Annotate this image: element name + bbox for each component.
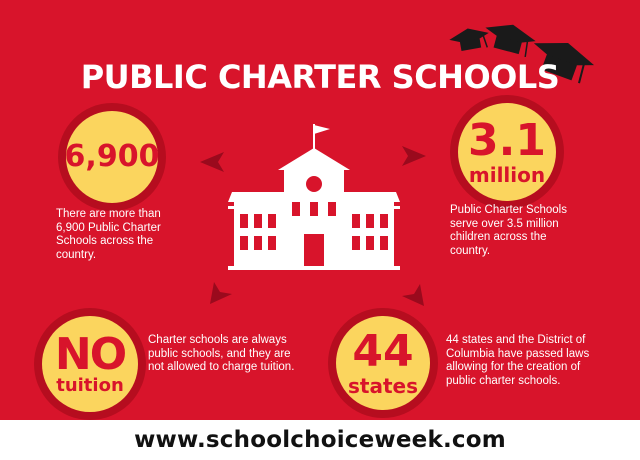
stat-badge-students <box>458 103 556 201</box>
stat-headline: 44 <box>352 326 414 377</box>
arrow-icon <box>198 150 228 174</box>
arrow-icon <box>398 144 428 168</box>
graduation-cap-icon <box>448 25 491 54</box>
stat-description: There are more than 6,900 Public Charter Schools across the country. <box>56 208 161 261</box>
stat-description: Public Charter Schools serve over 3.5 million children across the country. <box>450 204 567 257</box>
stat-badge-states <box>336 316 430 410</box>
footer <box>0 420 640 460</box>
stat-description: 44 states and the District of Columbia have passed laws allowing for the creation of public charter schools. <box>446 334 590 387</box>
stat-headline: 3.1 <box>468 115 546 166</box>
stat-subline: states <box>348 374 418 398</box>
stat-description: Charter schools are always public schools, and they are not allowed to charge tuition. <box>148 334 295 373</box>
school-building-icon <box>228 122 400 272</box>
website-url[interactable]: www.schoolchoiceweek.com <box>134 427 506 453</box>
graduation-cap-icon <box>481 18 538 59</box>
stat-badge-schools <box>66 111 158 203</box>
page-title: PUBLIC CHARTER SCHOOLS <box>80 58 560 96</box>
stat-headline: NO <box>54 329 126 380</box>
arrow-icon <box>398 282 428 308</box>
stat-headline: 6,900 <box>64 139 160 174</box>
stat-badge-tuition <box>42 316 138 412</box>
stat-subline: tuition <box>56 375 124 396</box>
stat-subline: million <box>468 163 546 187</box>
arrow-icon <box>206 280 236 306</box>
